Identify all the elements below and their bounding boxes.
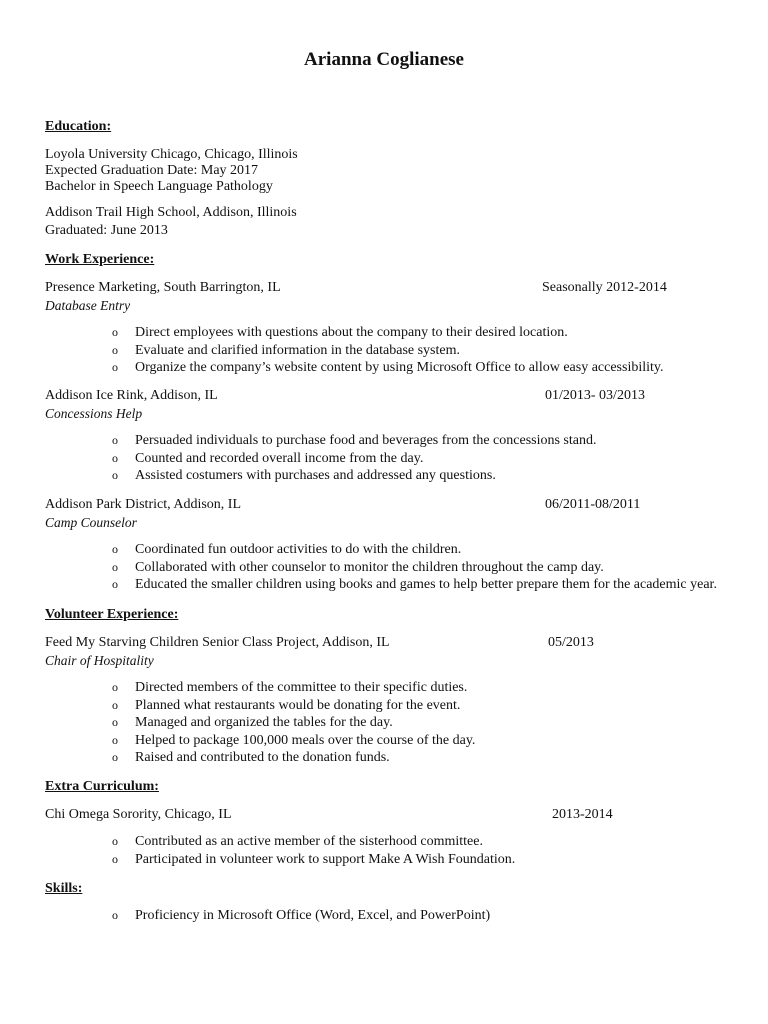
job-role: Camp Counselor: [45, 515, 137, 530]
work-heading: Work Experience:: [45, 252, 155, 267]
bullet-marker: o: [112, 908, 118, 922]
list-item: [112, 342, 664, 360]
job-bullet-list: [112, 324, 664, 377]
volunteer-date: 05/2013: [548, 635, 594, 650]
list-item: [112, 714, 475, 732]
extra-org: Chi Omega Sorority, Chicago, IL: [45, 807, 232, 822]
bullet-text: Direct employees with questions about the company to their desired location.: [135, 325, 568, 340]
bullet-text: Assisted costumers with purchases and addressed any questions.: [135, 468, 496, 483]
list-item: [112, 679, 475, 697]
job-org: Addison Park District, Addison, IL: [45, 497, 241, 512]
bullet-marker: o: [112, 750, 118, 764]
job-org: Presence Marketing, South Barrington, IL: [45, 280, 281, 295]
education-line: Expected Graduation Date: May 2017: [45, 163, 259, 178]
bullet-text: Counted and recorded overall income from the day.: [135, 450, 424, 466]
volunteer-role: Chair of Hospitality: [45, 653, 154, 668]
bullet-text: Planned what restaurants would be donating for the event.: [135, 697, 461, 713]
bullet-text: Managed and organized the tables for the day.: [135, 715, 393, 730]
bullet-marker: o: [112, 360, 118, 374]
bullet-text: Directed members of the committee to their specific duties.: [135, 680, 468, 695]
list-item: [112, 359, 664, 377]
list-item: [112, 732, 475, 750]
bullet-marker: o: [112, 851, 118, 866]
bullet-text: Evaluate and clarified information in the database system.: [135, 342, 460, 358]
list-item: [112, 541, 717, 559]
job-bullet-list: [112, 541, 717, 594]
bullet-marker: o: [112, 542, 118, 556]
list-item: [112, 467, 597, 485]
education-line: Addison Trail High School, Addison, Illinois: [45, 205, 297, 220]
list-item: [112, 576, 717, 594]
list-item: [112, 851, 515, 869]
education-heading: Education:: [45, 119, 112, 134]
resume-name: Arianna Coglianese: [304, 49, 464, 70]
bullet-text: Educated the smaller children using books and games to help better prepare them for the academic year.: [135, 577, 717, 592]
bullet-marker: o: [112, 834, 118, 848]
bullet-text: Helped to package 100,000 meals over the course of the day.: [135, 732, 476, 748]
bullet-marker: o: [112, 433, 118, 447]
bullet-marker: o: [112, 559, 118, 574]
education-line: Loyola University Chicago, Chicago, Illinois: [45, 147, 298, 162]
list-item: [112, 450, 597, 468]
extra-heading: Extra Curriculum:: [45, 779, 159, 794]
education-line: Bachelor in Speech Language Pathology: [45, 179, 273, 194]
list-item: [112, 697, 475, 715]
extra-bullet-list: [112, 833, 515, 868]
bullet-text: Organize the company’s website content by using Microsoft Office to allow easy accessibility.: [135, 360, 664, 375]
bullet-marker: o: [112, 450, 118, 465]
bullet-marker: o: [112, 577, 118, 591]
job-role: Concessions Help: [45, 406, 143, 421]
bullet-marker: o: [112, 325, 118, 339]
skills-heading: Skills:: [45, 881, 83, 896]
bullet-marker: o: [112, 342, 118, 357]
bullet-marker: o: [112, 680, 118, 694]
bullet-text: Persuaded individuals to purchase food and beverages from the concessions stand.: [135, 433, 597, 448]
bullet-marker: o: [112, 468, 118, 482]
bullet-marker: o: [112, 732, 118, 747]
bullet-text: Collaborated with other counselor to monitor the children throughout the camp day.: [135, 559, 604, 575]
list-item: [112, 432, 597, 450]
bullet-marker: o: [112, 715, 118, 729]
bullet-text: Proficiency in Microsoft Office (Word, Excel, and PowerPoint): [135, 908, 491, 923]
list-item: [112, 559, 717, 577]
job-date: 06/2011-08/2011: [545, 497, 641, 512]
job-date: Seasonally 2012-2014: [542, 280, 667, 295]
bullet-text: Participated in volunteer work to support Make A Wish Foundation.: [135, 851, 516, 867]
volunteer-bullet-list: [112, 679, 475, 767]
job-role: Database Entry: [45, 298, 131, 313]
volunteer-org: Feed My Starving Children Senior Class Project, Addison, IL: [45, 635, 390, 650]
job-org: Addison Ice Rink, Addison, IL: [45, 388, 218, 403]
list-item: [112, 833, 515, 851]
bullet-text: Raised and contributed to the donation funds.: [135, 750, 390, 765]
list-item: [112, 749, 475, 767]
job-bullet-list: [112, 432, 597, 485]
education-line: Graduated: June 2013: [45, 223, 168, 238]
list-item: [112, 907, 490, 925]
bullet-marker: o: [112, 697, 118, 712]
bullet-text: Coordinated fun outdoor activities to do with the children.: [135, 542, 462, 557]
extra-date: 2013-2014: [552, 807, 613, 822]
list-item: [112, 324, 664, 342]
job-date: 01/2013- 03/2013: [545, 388, 645, 403]
bullet-text: Contributed as an active member of the sisterhood committee.: [135, 834, 483, 849]
volunteer-heading: Volunteer Experience:: [45, 607, 179, 622]
skills-bullet-list: [112, 907, 490, 925]
